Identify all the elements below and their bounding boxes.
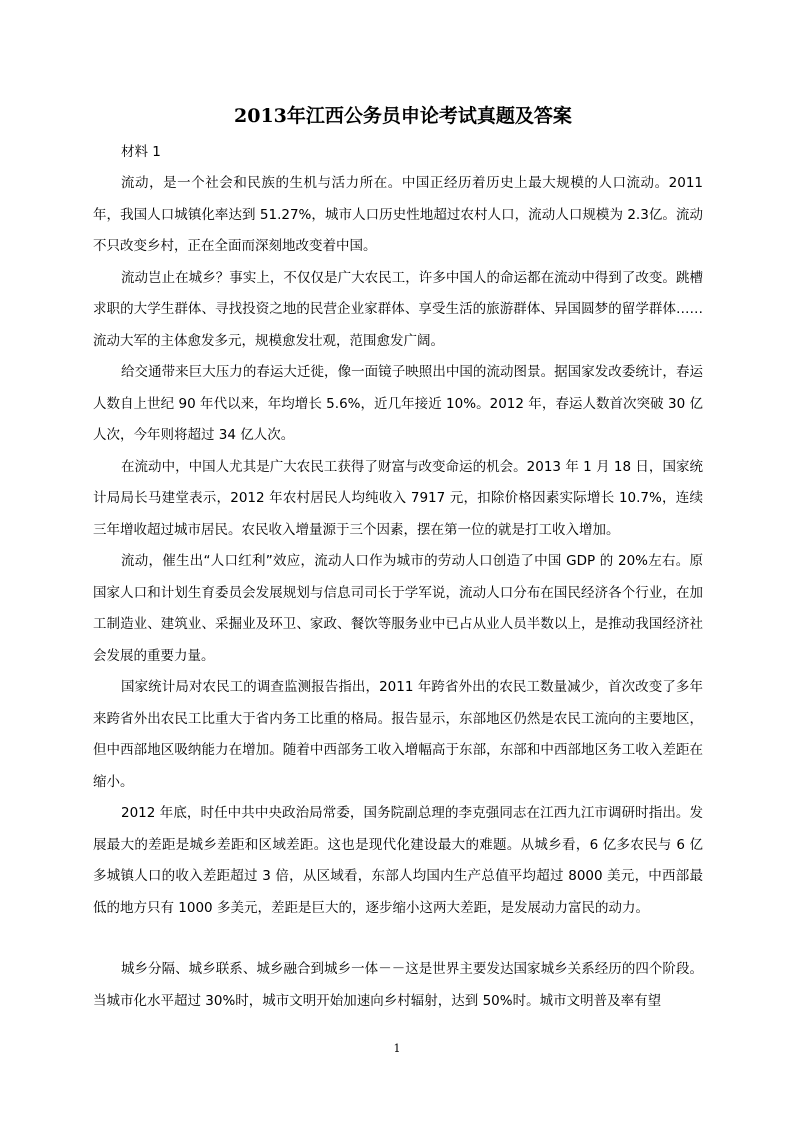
paragraph: 2012 年底，时任中共中央政治局常委，国务院副总理的李克强同志在江西九江市调研时指出。发展最大的差距是城乡差距和区域差距。这也是现代化建设最大的难题。从城乡看，6 亿多农民与 6 亿多城镇人口的收入差距超过 3 倍，从区域看，东部人均国内生产总值平均超过 8000 美元，中西部最低的地方只有 1000 多美元，差距是巨大的，逐步缩小这两大差距，是发展动力富民的动力。: [93, 805, 703, 916]
paragraph: 流动，是一个社会和民族的生机与活力所在。中国正经历着历史上最大规模的人口流动。2011年，我国人口城镇化率达到 51.27%，城市人口历史性地超过农村人口，流动人口规模为 2.3亿。流动不只改变乡村，正在全面而深刻地改变着中国。: [93, 175, 703, 254]
paragraph: 城乡分隔、城乡联系、城乡融合到城乡一体－－这是世界主要发达国家城乡关系经历的四个阶段。当城市化水平超过 30%时，城市文明开始加速向乡村辐射，达到 50%时。城市文明普及率有望: [93, 961, 703, 1009]
page-number: 1: [393, 1042, 401, 1055]
material-label: 材料 1: [121, 144, 161, 160]
paragraph: 流动，催生出“人口红利”效应，流动人口作为城市的劳动人口创造了中国 GDP 的 20%左右。原国家人口和计划生育委员会发展规划与信息司司长于学军说，流动人口分布在国民经济各个行业，在加工制造业、建筑业、采掘业及环卫、家政、餐饮等服务业中已占从业人员半数以上，是推动我国经济社会发展的重要力量。: [93, 553, 703, 664]
document-body: [93, 98, 703, 1017]
paragraph: 在流动中，中国人尤其是广大农民工获得了财富与改变命运的机会。2013 年 1 月 18 日，国家统计局局长马建堂表示，2012 年农村居民人均纯收入 7917 元，扣除价格因素实际增长 10.7%，连续三年增收超过城市居民。农民收入增量源于三个因素，摆在第一位的就是打工收入增加。: [93, 458, 703, 538]
paragraph: 国家统计局对农民工的调查监测报告指出，2011 年跨省外出的农民工数量减少，首次改变了多年来跨省外出农民工比重大于省内务工比重的格局。报告显示，东部地区仍然是农民工流向的主要地区，但中西部地区吸纳能力在增加。随着中西部务工收入增幅高于东部，东部和中西部地区务工收入差距在缩小。: [93, 679, 703, 790]
document-title: 2013年江西公务员申论考试真题及答案: [234, 105, 572, 127]
paragraph-spacer: [93, 924, 703, 954]
paragraph: 流动岂止在城乡？事实上，不仅仅是广大农民工，许多中国人的命运都在流动中得到了改变。跳槽求职的大学生群体、寻找投资之地的民营企业家群体、享受生活的旅游群体、异国圆梦的留学群体……流动大军的主体愈发多元，规模愈发壮观，范围愈发广阔。: [93, 269, 703, 349]
paragraph: 给交通带来巨大压力的春运大迁徙，像一面镜子映照出中国的流动图景。据国家发改委统计，春运人数自上世纪 90 年代以来，年均增长 5.6%，近几年接近 10%。2012 年，春运人数首次突破 30 亿人次，今年则将超过 34 亿人次。: [93, 364, 703, 443]
